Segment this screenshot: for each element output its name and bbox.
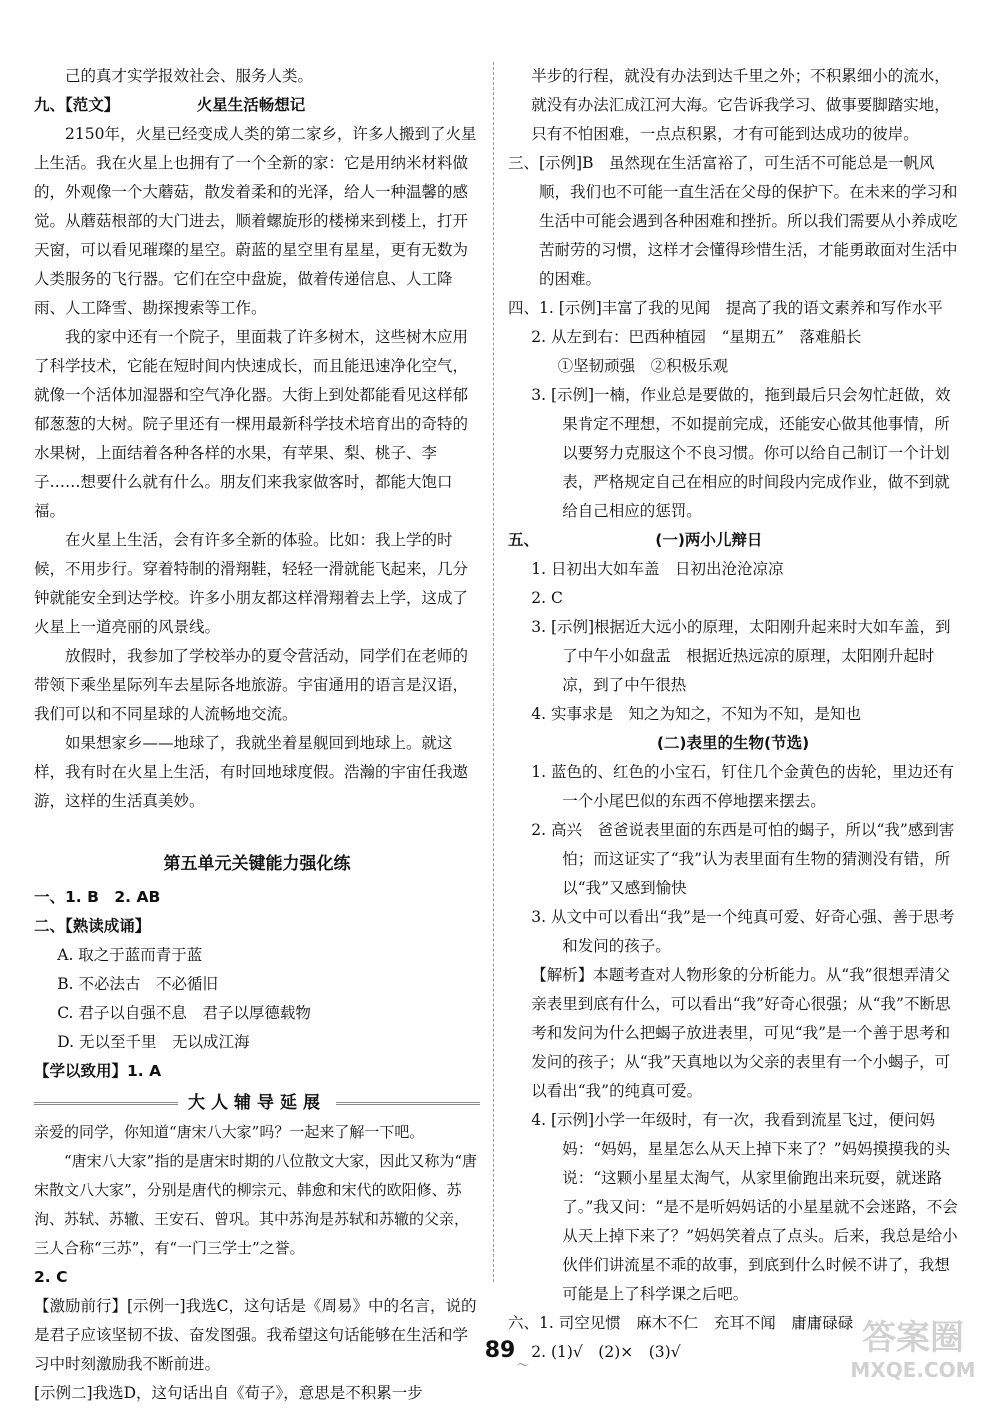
answer-line: 二、【熟读成诵】: [34, 917, 151, 935]
answer-line: 1. 日初出大如车盖 日初出沧沧凉凉: [531, 560, 784, 578]
essay-title: 火星生活畅想记: [196, 96, 306, 114]
watermark-text: 答案圈: [862, 1318, 964, 1358]
answer-line: 4. 实事求是 知之为知之，不知为不知，是知也: [531, 705, 861, 723]
answer-line: 六、1. 司空见惯 麻木不仁 充耳不闻 庸庸碌碌: [508, 1314, 854, 1332]
answer-line: D. 无以至千里 无以成江海: [57, 1033, 250, 1051]
answer-line: C. 君子以自强不息 君子以厚德载物: [57, 1004, 311, 1022]
section-heading: [508, 526, 958, 555]
answer-paragraph: 4. [示例]小学一年级时，有一次，我看到流星飞过，便问妈妈：“妈妈，星星怎么从天上掉下来了？”妈妈摸摸我的头说：“这颗小星星太淘气，从家里偷跑出来玩耍，就迷路了。”我又问：“是不是听妈妈话的小星星就不会迷路，不会从天上掉下来了？”妈妈笑着点了点头。后来，我总是给小伙伴们讲流星不乖的故事，到底到什么时候不讲了，我想可能是上了科学课之后吧。: [531, 1111, 958, 1303]
page-number: 89: [484, 1338, 516, 1363]
answer-line: 2. C: [34, 1268, 68, 1286]
answer-paragraph: 2. 高兴 爸爸说表里面的东西是可怕的蝎子，所以“我”感到害怕；而这证实了“我”认为表里面有生物的猜测没有错，所以“我”又感到愉快: [531, 821, 955, 897]
essay-paragraph: 2150年，火星已经变成人类的第二家乡，许多人搬到了火星上生活。我在火星上也拥有了一个全新的家：它是用纳米材料做的，外观像一个大蘑菇，散发着柔和的光泽，给人一种温馨的感觉。从蘑菇根部的大门进去，顺着螺旋形的楼梯来到楼上，打开天窗，可以看见璀璨的星空。蔚蓝的星空里有星星，更有无数为人类服务的飞行器。它们在空中盘旋，做着传递信息、人工降雨、人工降雪、勘探搜索等工作。: [34, 125, 477, 317]
essay-heading: [34, 91, 480, 120]
answer-paragraph: [示例二]我选D，这句话出自《荀子》，意思是不积累一步: [34, 1384, 423, 1402]
watermark-logo: [838, 1311, 988, 1385]
column-divider: [493, 62, 494, 1282]
extension-text: 亲爱的同学，你知道“唐宋八大家”吗？一起来了解一下吧。: [34, 1123, 425, 1141]
answer-line: 2. (1)√ (2)× (3)√: [531, 1343, 681, 1361]
answer-line: 一、1. B 2. AB: [34, 888, 161, 906]
answer-line: 2. C: [531, 589, 563, 607]
answer-paragraph: 3. 从文中可以看出“我”是一个纯真可爱、好奇心强、善于思考和发问的孩子。: [531, 908, 955, 955]
answer-line: B. 不必法古 不必循旧: [57, 975, 218, 993]
left-column: [34, 62, 480, 1408]
essay-paragraph: 如果想家乡——地球了，我就坐着星舰回到地球上。就这样，我有时在火星上生活，有时回地球度假。浩瀚的宇宙任我遨游，这样的生活真美妙。: [34, 734, 469, 810]
unit-title: 第五单元关键能力强化练: [163, 854, 351, 874]
answer-paragraph: 3. [示例]根据近大远小的原理，太阳刚升起来时大如车盖，到了中午小如盘盂 根据近热远凉的原理，太阳刚升起时凉，到了中午很热: [531, 618, 951, 694]
banner-rule: [336, 1102, 480, 1105]
answer-paragraph: 1. 蓝色的、红色的小宝石，钉住几个金黄色的齿轮，里边还有一个小尾巴似的东西不停地摆来摆去。: [531, 763, 954, 810]
section-title: (一)两小儿辩日: [655, 531, 763, 549]
answer-line: 【学以致用】1. A: [34, 1062, 162, 1080]
question-number: 五、: [508, 531, 540, 549]
right-column: [508, 62, 958, 1367]
answer-paragraph: 3. [示例]一楠，作业总是要做的，拖到最后只会匆忙赶做，效果肯定不理想，不如提前完成，还能安心做其他事情，所以要努力克服这个不良习惯。你可以给自己制订一个计划表，严格规定自己在相应的时间段内完成作业，做不到就给自己相应的惩罚。: [531, 386, 951, 520]
question-number: 九、【范文】: [34, 96, 120, 114]
text-line: 己的真才实学报效社会、服务人类。: [65, 67, 314, 85]
page-number-ornament: ～: [517, 1358, 530, 1372]
answer-line: A. 取之于蓝而青于蓝: [57, 946, 203, 964]
analysis-paragraph: 【解析】本题考查对人物形象的分析能力。从“我”很想弄清父亲表里到底有什么，可以看出“我”好奇心很强；从“我”不断思考和发问为什么把蝎子放进表里，可见“我”是一个善于思考和发问的孩子；从“我”天真地以为父亲的表里有一个小蝎子，可以看出“我”的纯真可爱。: [531, 966, 951, 1100]
answer-paragraph: 三、[示例]B 虽然现在生活富裕了，可生活不可能总是一帆风顺，我们也不可能一直生活在父母的保护下。在未来的学习和生活中可能会遇到各种困难和挫折。所以我们需要从小养成吃苦耐劳的习惯，这样才会懂得珍惜生活，才能勇敢面对生活中的困难。: [508, 154, 958, 288]
section-title: (二)表里的生物(节选): [656, 734, 810, 752]
essay-paragraph: 放假时，我参加了学校举办的夏令营活动，同学们在老师的带领下乘坐星际列车去星际各地旅游。宇宙通用的语言是汉语，我们可以和不同星球的人流畅地交流。: [34, 647, 469, 723]
banner-rule: [34, 1102, 178, 1105]
extension-text: “唐宋八大家”指的是唐宋时期的八位散文大家，因此又称为“唐宋散文八大家”，分别是唐代的柳宗元、韩愈和宋代的欧阳修、苏洵、苏轼、苏辙、王安石、曾巩。其中苏洵是苏轼和苏辙的父亲，三人合称“三苏”，有“一门三学士”之誉。: [34, 1152, 478, 1257]
answer-paragraph: 【激励前行】[示例一]我选C，这句话是《周易》中的名言，说的是君子应该坚韧不拔、奋发图强。我希望这句话能够在生活和学习中时刻激励我不断前进。: [34, 1297, 477, 1373]
answer-paragraph: 2. 从左到右：巴西种植园 “星期五” 落难船长: [531, 328, 862, 346]
watermark-url: MXQE.COM: [850, 1358, 976, 1382]
answer-paragraph: 半步的行程，就没有办法到达千里之外；不积累细小的流水，就没有办法汇成江河大海。它告诉我学习、做事要脚踏实地，只有不怕困难，一点点积累，才有可能到达成功的彼岸。: [531, 67, 950, 143]
extension-banner: [34, 1090, 480, 1116]
answer-paragraph: 四、1. [示例]丰富了我的见闻 提高了我的语文素养和写作水平: [508, 299, 943, 317]
essay-paragraph: 在火星上生活，会有许多全新的体验。比如：我上学的时候，不用步行。穿着特制的滑翔鞋，轻轻一滑就能飞起来，几分钟就能安全到达学校。许多小朋友都这样滑翔着去上学，这成了火星上一道亮丽的风景线。: [34, 531, 469, 636]
essay-paragraph: 我的家中还有一个院子，里面栽了许多树木，这些树木应用了科学技术，它能在短时间内快速成长，而且能迅速净化空气，就像一个活体加湿器和空气净化器。大街上到处都能看见这样郁郁葱葱的大树。院子里还有一棵用最新科学技术培育出的奇特的水果树，上面结着各种各样的水果，有苹果、梨、桃子、李子……想要什么就有什么。朋友们来我家做客时，都能大饱口福。: [34, 328, 469, 520]
banner-title: 大人辅导延展: [188, 1092, 326, 1113]
answer-line: ①坚韧顽强 ②积极乐观: [557, 357, 729, 375]
